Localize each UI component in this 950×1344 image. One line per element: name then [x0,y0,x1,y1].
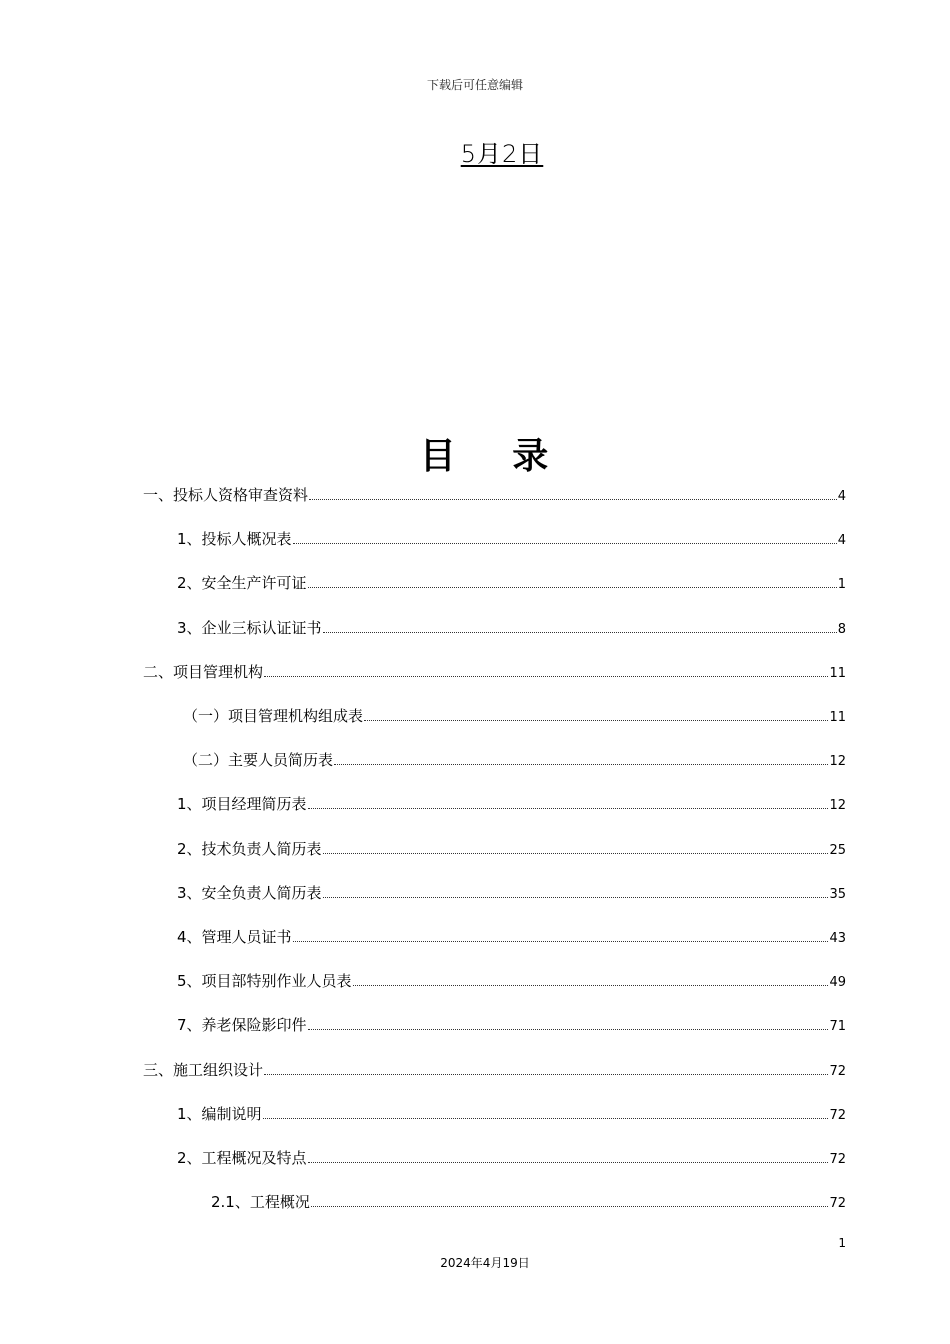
toc-entry-label: 2、工程概况及特点 [177,1149,307,1167]
toc-dot-leader [308,1028,829,1030]
toc-dot-leader [353,984,829,986]
toc-entry[interactable] [143,1059,846,1081]
toc-entry[interactable] [177,882,846,904]
toc-entry[interactable] [177,793,846,815]
toc-entry-page: 12 [829,798,846,814]
toc-dot-leader [263,1117,829,1119]
toc-entry-page: 4 [837,533,846,549]
toc-entry-label: （一）项目管理机构组成表 [183,707,364,725]
toc-entry-label: 1、投标人概况表 [177,530,292,549]
toc-entry[interactable] [183,705,846,727]
toc-entry-page: 43 [829,931,846,946]
toc-entry[interactable] [177,926,846,948]
toc-entry-label: 7、养老保险影印件 [177,1016,307,1035]
toc-dot-leader [264,675,828,677]
toc-entry-page: 12 [829,754,846,770]
toc-entry-page: 72 [829,1152,846,1167]
toc-entry-page: 4 [837,489,846,504]
toc-entry[interactable] [177,970,846,992]
toc-entry-label: 三、施工组织设计 [143,1060,264,1079]
page-header: 下载后可任意编辑 [426,78,523,92]
toc-entry[interactable] [177,1103,846,1125]
toc-entry-label: 2、安全生产许可证 [177,574,307,593]
toc-entry[interactable] [183,749,846,771]
toc-entry-label: 4、管理人员证书 [177,928,292,946]
toc-dot-leader [308,1161,829,1163]
toc-entry[interactable] [177,838,846,860]
toc-dot-leader [308,807,829,809]
page-number: 1 [838,1236,846,1250]
page-footer: 2024年4月19日 [440,1256,530,1270]
toc-entry-page: 35 [829,886,846,902]
toc-entry[interactable] [143,661,846,683]
toc-entry-page: 11 [829,710,846,725]
toc-dot-leader [323,896,829,898]
toc-entry-page: 25 [829,842,846,858]
toc-entry[interactable] [211,1191,846,1213]
toc-entry[interactable] [143,484,846,506]
toc-entry[interactable] [177,617,846,639]
toc-dot-leader [323,852,829,854]
toc-entry[interactable] [177,1147,846,1169]
toc-entry-page: 49 [829,975,846,991]
toc-dot-leader [293,940,829,942]
toc-dot-leader [323,631,837,633]
toc-entry-page: 1 [837,577,846,593]
toc-entry-page: 72 [829,1063,846,1079]
toc-entry-page: 72 [829,1107,846,1123]
toc-entry-label: 1、编制说明 [177,1104,262,1123]
toc-entry-label: 3、安全负责人简历表 [177,883,322,902]
toc-entry-page: 11 [829,665,846,681]
toc-dot-leader [264,1073,828,1075]
toc-entry-label: 一、投标人资格审查资料 [143,486,309,504]
toc-entry[interactable] [177,1014,846,1036]
toc-entry[interactable] [177,572,846,594]
date-text: 5月2日 [460,140,544,168]
toc-entry-label: 5、项目部特别作业人员表 [177,972,352,991]
toc-dot-leader [334,763,828,765]
toc-dot-leader [309,498,837,500]
toc-dot-leader [311,1205,829,1207]
toc-entry-label: （二）主要人员简历表 [183,751,334,770]
toc-entry-label: 1、项目经理简历表 [177,795,307,814]
toc-entry-label: 二、项目管理机构 [143,662,264,681]
toc-dot-leader [308,586,837,588]
toc-entry-label: 2、技术负责人简历表 [177,839,322,858]
toc-entry-page: 8 [837,621,846,637]
toc-entry-label: 2.1、工程概况 [211,1193,310,1212]
date-line [0,134,950,169]
toc-entry-page: 72 [829,1196,846,1212]
toc-title: 目 录 [419,436,571,477]
toc-entry-page: 71 [829,1019,846,1035]
toc-entry-label: 3、企业三标认证证书 [177,618,322,637]
toc-dot-leader [293,542,837,544]
toc-dot-leader [364,719,828,721]
toc-entry[interactable] [177,528,846,550]
